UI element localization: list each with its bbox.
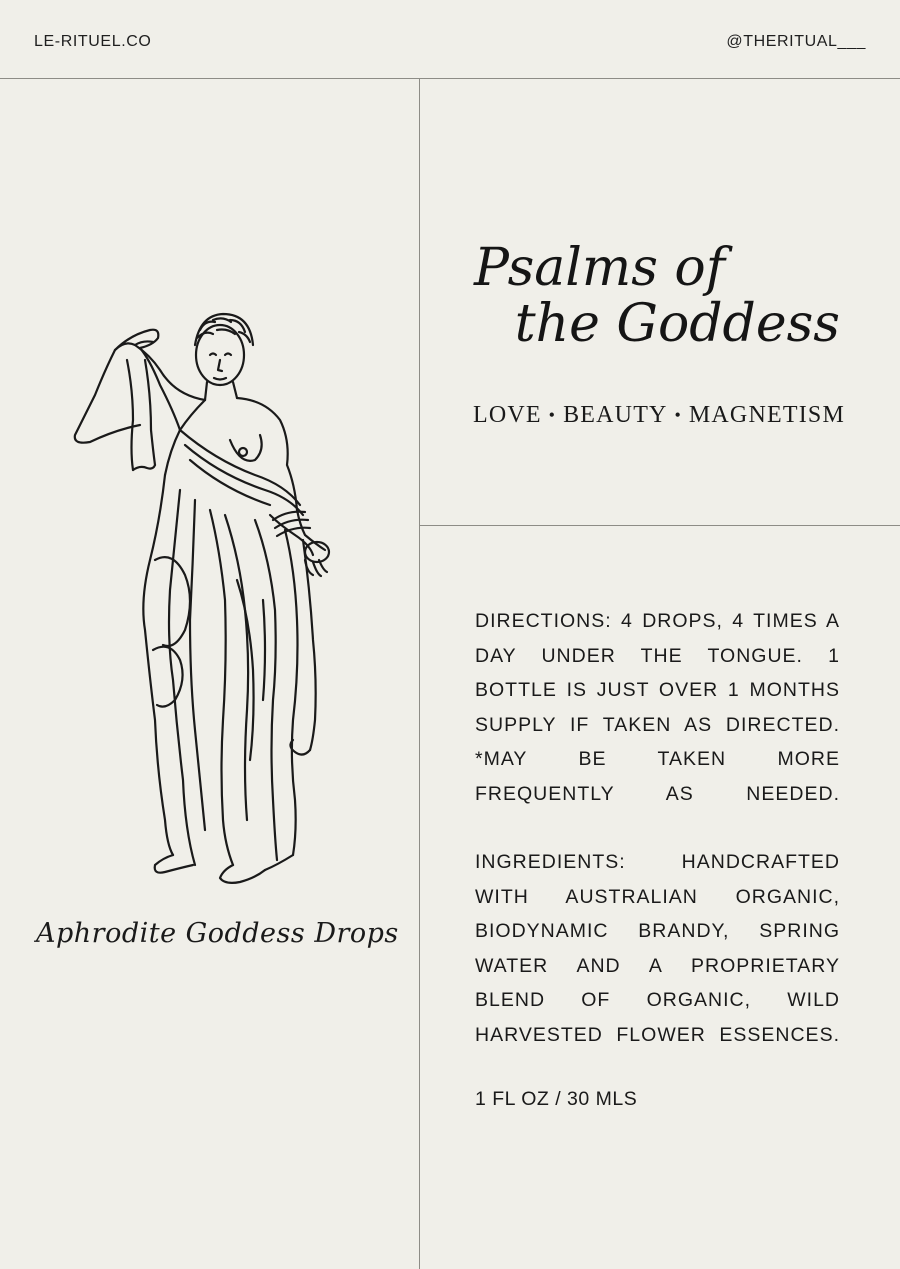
right-panel-divider bbox=[420, 525, 900, 526]
volume-label: 1 FL OZ / 30 MLS bbox=[475, 1088, 638, 1110]
tagline-beauty: BEAUTY bbox=[563, 402, 668, 428]
tagline-separator: • bbox=[548, 405, 557, 425]
tagline bbox=[473, 402, 845, 429]
top-divider bbox=[0, 78, 900, 79]
ingredients-text: INGREDIENTS: HANDCRAFTED WITH AUSTRALIAN ORGANIC, BIODYNAMIC BRANDY, SPRING WATER AND A PROPRIETARY BLEND OF ORGANIC, WILD HARVESTED FLOWER ESSENCES. bbox=[475, 851, 840, 1046]
center-divider bbox=[419, 78, 420, 1269]
title-line-2: the Goddess bbox=[514, 294, 840, 354]
product-name-script: Aphrodite Goddess Drops bbox=[36, 918, 399, 949]
aphrodite-statue-icon bbox=[55, 300, 345, 890]
tagline-separator: • bbox=[674, 405, 682, 425]
social-handle: @THERITUAL___ bbox=[726, 33, 866, 50]
title-line-1: Psalms of bbox=[474, 238, 725, 298]
tagline-magnetism: MAGNETISM bbox=[688, 402, 845, 428]
website-label: LE-RITUEL.CO bbox=[34, 33, 152, 50]
page-title bbox=[474, 240, 846, 352]
tagline-love: LOVE bbox=[473, 402, 542, 428]
directions-text: DIRECTIONS: 4 DROPS, 4 TIMES A DAY UNDER THE TONGUE. 1 BOTTLE IS JUST OVER 1 MONTHS SUPPLY IF TAKEN AS DIRECTED. *MAY BE TAKEN MORE FREQUENTLY AS NEEDED. bbox=[475, 610, 840, 805]
